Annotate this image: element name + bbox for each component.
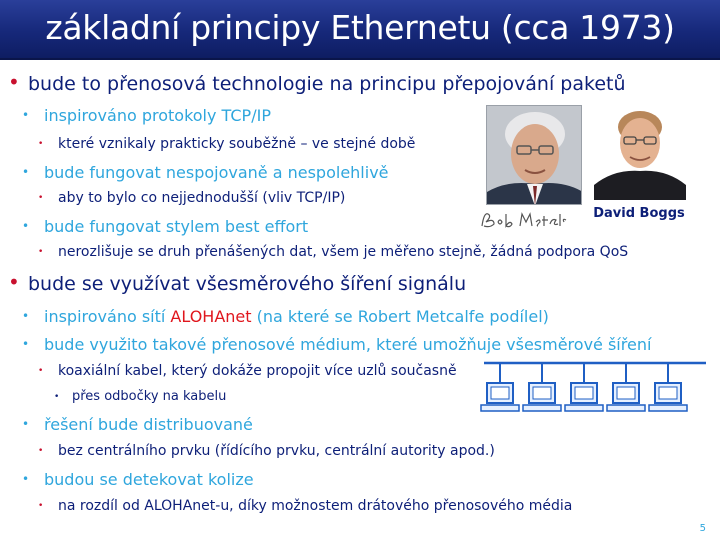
- boggs-photo: [590, 105, 690, 200]
- bullet-dot: •: [8, 270, 20, 294]
- bullet-level3-simplest: aby to bylo co nejjednodušší (vliv TCP/IP): [58, 190, 346, 206]
- bullet-level2-medium: bude využito takové přenosové médium, které umožňuje všesměrové šíření: [44, 335, 652, 354]
- bullet-level2-collisions: budou se detekovat kolize: [44, 470, 254, 489]
- boggs-caption: David Boggs: [593, 206, 685, 221]
- bullet-dot: •: [38, 366, 44, 376]
- bullet-level2-tcpip: inspirováno protokoly TCP/IP: [44, 106, 271, 125]
- bullet-level3-wired: na rozdíl od ALOHAnet-u, díky možnostem drátového přenosového média: [58, 498, 573, 514]
- alohanet-suffix: (na které se Robert Metcalfe podílel): [251, 307, 549, 326]
- bullet-level1-packet-switching: bude to přenosová technologie na principu přepojování paketů: [28, 73, 626, 95]
- computer-icon: [565, 363, 603, 411]
- bullet-level2-alohanet: [44, 307, 549, 326]
- bullet-dot: •: [22, 309, 30, 323]
- metcalfe-signature: [478, 208, 568, 232]
- bullet-dot: •: [38, 247, 44, 257]
- bullet-dot: •: [38, 139, 44, 149]
- bullet-level3-no-central: bez centrálního prvku (řídícího prvku, centrální autority apod.): [58, 443, 495, 459]
- bullet-dot: •: [38, 501, 44, 511]
- bullet-level2-best-effort: bude fungovat stylem best effort: [44, 217, 309, 236]
- bullet-dot: •: [38, 446, 44, 456]
- alohanet-highlight: ALOHAnet: [170, 307, 252, 326]
- bullet-dot: •: [22, 219, 30, 233]
- bullet-level3-simultaneous: které vznikaly prakticky souběžně – ve stejné době: [58, 136, 416, 152]
- computer-icon: [523, 363, 561, 411]
- page-number: 5: [699, 523, 706, 534]
- bullet-level3-no-qos: nerozlišuje se druh přenášených dat, všem je měřeno stejně, žádná podpora QoS: [58, 244, 629, 260]
- alohanet-prefix: inspirováno sítí: [44, 307, 171, 326]
- ethernet-bus-diagram: [470, 355, 710, 425]
- bullet-level2-distributed: řešení bude distribuované: [44, 415, 253, 434]
- computer-icon: [607, 363, 645, 411]
- bullet-dot: •: [22, 165, 30, 179]
- computer-icon: [649, 363, 687, 411]
- bullet-dot: •: [22, 337, 30, 351]
- slide-title: základní principy Ethernetu (cca 1973): [45, 8, 675, 47]
- bullet-dot: •: [22, 417, 30, 431]
- bullet-dot: •: [22, 472, 30, 486]
- bullet-level3-coax: koaxiální kabel, který dokáže propojit více uzlů současně: [58, 363, 457, 379]
- bullet-level4-taps: přes odbočky na kabelu: [72, 389, 227, 404]
- bullet-dot: •: [54, 392, 60, 402]
- title-bar: [0, 0, 720, 60]
- bullet-dot: •: [22, 108, 30, 122]
- bullet-level1-broadcast: bude se využívat všesměrového šíření signálu: [28, 273, 467, 295]
- computer-icon: [481, 363, 519, 411]
- bullet-dot: •: [8, 70, 20, 94]
- metcalfe-photo: [486, 105, 582, 205]
- bullet-level2-connectionless: bude fungovat nespojovaně a nespolehlivě: [44, 163, 389, 182]
- bullet-dot: •: [38, 193, 44, 203]
